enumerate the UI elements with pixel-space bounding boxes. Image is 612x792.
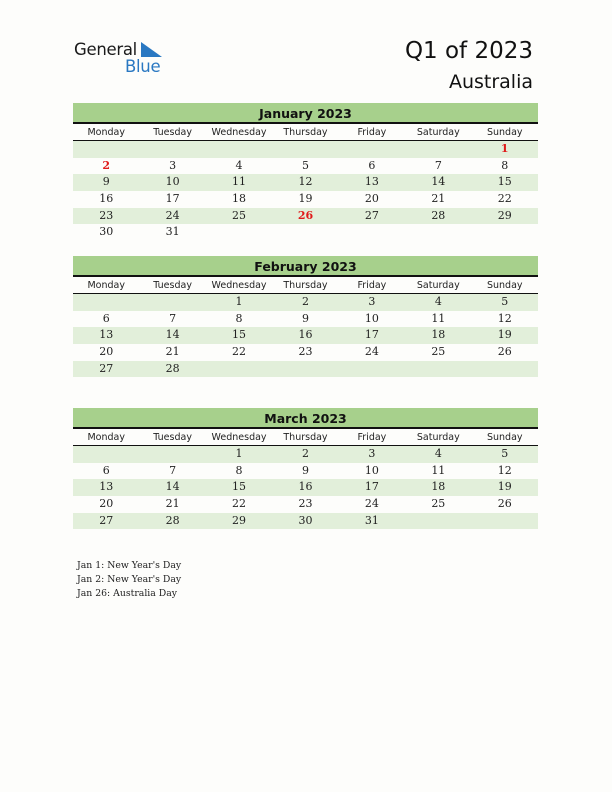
week-row — [73, 141, 538, 158]
date-cell: 23 — [298, 345, 313, 359]
weekday-label: Sunday — [486, 127, 523, 138]
date-cell: 26 — [497, 497, 512, 511]
date-cell: 16 — [298, 480, 313, 494]
empty-date-cell — [73, 446, 139, 463]
date-cell: 17 — [364, 328, 379, 342]
date-cell: 16 — [298, 328, 313, 342]
date-cell: 29 — [497, 208, 512, 222]
weekday-label: Wednesday — [211, 432, 267, 443]
general-blue-logo — [74, 40, 174, 80]
week-row — [73, 224, 538, 241]
date-cell: 19 — [497, 480, 512, 494]
date-cell: 24 — [165, 208, 180, 222]
date-cell: 28 — [431, 208, 446, 222]
weekday-label: Tuesday — [153, 280, 192, 291]
date-cell: 18 — [431, 480, 446, 494]
holiday-date-cell: 1 — [500, 142, 509, 155]
date-cell: 30 — [99, 225, 114, 239]
empty-date-cell — [206, 224, 272, 241]
date-cell: 21 — [165, 345, 180, 359]
weekday-label: Tuesday — [153, 432, 192, 443]
date-cell: 2 — [301, 295, 309, 308]
empty-date-cell — [139, 446, 205, 463]
date-cell: 17 — [364, 480, 379, 494]
date-cell: 8 — [235, 463, 243, 477]
date-cell: 13 — [99, 328, 114, 342]
week-row — [73, 479, 538, 496]
weekday-label: Sunday — [486, 432, 523, 443]
date-cell: 8 — [235, 311, 243, 325]
date-cell: 25 — [431, 345, 446, 359]
date-cell: 6 — [102, 311, 110, 325]
empty-date-cell — [139, 294, 205, 311]
date-cell: 23 — [298, 497, 313, 511]
date-cell: 17 — [165, 192, 180, 206]
weekday-label: Saturday — [416, 127, 460, 138]
holiday-date-cell: 2 — [102, 158, 111, 172]
empty-date-cell — [206, 141, 272, 158]
date-cell: 1 — [235, 447, 243, 460]
date-cell: 9 — [102, 175, 110, 189]
date-cell: 10 — [364, 463, 379, 477]
empty-date-cell — [139, 141, 205, 158]
empty-date-cell — [206, 361, 272, 378]
logo-text-blue: Blue — [125, 57, 161, 76]
date-cell: 3 — [368, 447, 376, 460]
date-cell: 22 — [232, 345, 247, 359]
weekday-label: Friday — [357, 432, 387, 443]
holiday-note: Jan 1: New Year's Day — [77, 560, 182, 571]
date-cell: 14 — [431, 175, 446, 189]
date-cell: 30 — [298, 513, 313, 527]
weekday-label: Tuesday — [153, 127, 192, 138]
date-cell: 28 — [165, 513, 180, 527]
week-row — [73, 174, 538, 191]
weekday-label: Thursday — [283, 432, 328, 443]
date-cell: 24 — [364, 497, 379, 511]
weekday-label: Saturday — [416, 432, 460, 443]
date-cell: 14 — [165, 328, 180, 342]
date-cell: 13 — [99, 480, 114, 494]
weekday-label: Thursday — [283, 127, 328, 138]
date-cell: 23 — [99, 208, 114, 222]
date-cell: 20 — [99, 345, 114, 359]
week-row — [73, 208, 538, 225]
date-cell: 10 — [165, 175, 180, 189]
date-cell: 21 — [431, 192, 446, 206]
weekday-label: Sunday — [486, 280, 523, 291]
date-cell: 24 — [364, 345, 379, 359]
date-cell: 5 — [501, 447, 509, 460]
page-title: Q1 of 2023 — [404, 38, 533, 64]
date-cell: 20 — [364, 192, 379, 206]
weekday-header-row — [73, 429, 538, 446]
logo-triangle-icon — [141, 42, 162, 57]
holiday-date-cell: 26 — [297, 208, 314, 222]
date-cell: 29 — [232, 513, 247, 527]
holiday-note: Jan 2: New Year's Day — [77, 574, 182, 585]
week-row — [73, 344, 538, 361]
month-calendar-january — [73, 103, 538, 241]
date-cell: 9 — [301, 463, 309, 477]
date-cell: 11 — [431, 311, 446, 325]
weekday-header-row — [73, 124, 538, 141]
date-cell: 27 — [99, 513, 114, 527]
date-cell: 18 — [431, 328, 446, 342]
week-row — [73, 311, 538, 328]
date-cell: 7 — [169, 463, 177, 477]
date-cell: 6 — [368, 158, 376, 172]
date-cell: 6 — [102, 463, 110, 477]
weekday-label: Monday — [87, 127, 125, 138]
weekday-label: Friday — [357, 280, 387, 291]
empty-date-cell — [405, 361, 471, 378]
date-cell: 13 — [364, 175, 379, 189]
date-cell: 3 — [169, 158, 177, 172]
weekday-label: Monday — [87, 280, 125, 291]
week-row — [73, 446, 538, 463]
date-cell: 28 — [165, 361, 180, 375]
month-title: February 2023 — [73, 256, 538, 277]
week-row — [73, 513, 538, 530]
empty-date-cell — [405, 513, 471, 530]
date-cell: 26 — [497, 345, 512, 359]
week-row — [73, 191, 538, 208]
empty-date-cell — [272, 141, 338, 158]
date-cell: 27 — [99, 361, 114, 375]
empty-date-cell — [339, 141, 405, 158]
date-cell: 15 — [232, 328, 247, 342]
date-cell: 12 — [497, 463, 512, 477]
week-row — [73, 158, 538, 175]
month-calendar-march — [73, 408, 538, 529]
date-cell: 5 — [301, 158, 309, 172]
date-cell: 25 — [232, 208, 247, 222]
date-cell: 7 — [434, 158, 442, 172]
date-cell: 1 — [235, 295, 243, 308]
date-cell: 27 — [364, 208, 379, 222]
date-cell: 15 — [232, 480, 247, 494]
weekday-label: Monday — [87, 432, 125, 443]
weekday-label: Friday — [357, 127, 387, 138]
date-cell: 20 — [99, 497, 114, 511]
date-cell: 5 — [501, 295, 509, 308]
date-cell: 22 — [232, 497, 247, 511]
weekday-label: Thursday — [283, 280, 328, 291]
week-row — [73, 327, 538, 344]
logo-text-general: General — [74, 40, 137, 59]
date-cell: 8 — [501, 158, 509, 172]
empty-date-cell — [73, 141, 139, 158]
week-row — [73, 496, 538, 513]
date-cell: 4 — [434, 295, 442, 308]
date-cell: 16 — [99, 192, 114, 206]
date-cell: 22 — [497, 192, 512, 206]
country-subtitle: Australia — [448, 71, 533, 93]
month-calendar-february — [73, 256, 538, 377]
week-row — [73, 463, 538, 480]
month-title: January 2023 — [73, 103, 538, 124]
week-row — [73, 294, 538, 311]
empty-date-cell — [339, 361, 405, 378]
month-title: March 2023 — [73, 408, 538, 429]
date-cell: 19 — [298, 192, 313, 206]
weekday-label: Wednesday — [211, 280, 267, 291]
weekday-label: Wednesday — [211, 127, 267, 138]
date-cell: 31 — [364, 513, 379, 527]
holiday-notes — [77, 559, 181, 601]
weekday-label: Saturday — [416, 280, 460, 291]
empty-date-cell — [339, 224, 405, 241]
date-cell: 7 — [169, 311, 177, 325]
date-cell: 15 — [497, 175, 512, 189]
date-cell: 14 — [165, 480, 180, 494]
date-cell: 10 — [364, 311, 379, 325]
date-cell: 4 — [235, 158, 243, 172]
empty-date-cell — [472, 513, 538, 530]
empty-date-cell — [472, 224, 538, 241]
empty-date-cell — [472, 361, 538, 378]
date-cell: 3 — [368, 295, 376, 308]
date-cell: 9 — [301, 311, 309, 325]
empty-date-cell — [73, 294, 139, 311]
date-cell: 19 — [497, 328, 512, 342]
date-cell: 12 — [497, 311, 512, 325]
empty-date-cell — [405, 224, 471, 241]
date-cell: 25 — [431, 497, 446, 511]
week-row — [73, 361, 538, 378]
date-cell: 31 — [165, 225, 180, 239]
weekday-header-row — [73, 277, 538, 294]
date-cell: 4 — [434, 447, 442, 460]
date-cell: 11 — [232, 175, 247, 189]
empty-date-cell — [272, 361, 338, 378]
date-cell: 18 — [232, 192, 247, 206]
date-cell: 2 — [301, 447, 309, 460]
date-cell: 12 — [298, 175, 313, 189]
empty-date-cell — [405, 141, 471, 158]
empty-date-cell — [272, 224, 338, 241]
date-cell: 11 — [431, 463, 446, 477]
date-cell: 21 — [165, 497, 180, 511]
holiday-note: Jan 26: Australia Day — [77, 588, 178, 599]
